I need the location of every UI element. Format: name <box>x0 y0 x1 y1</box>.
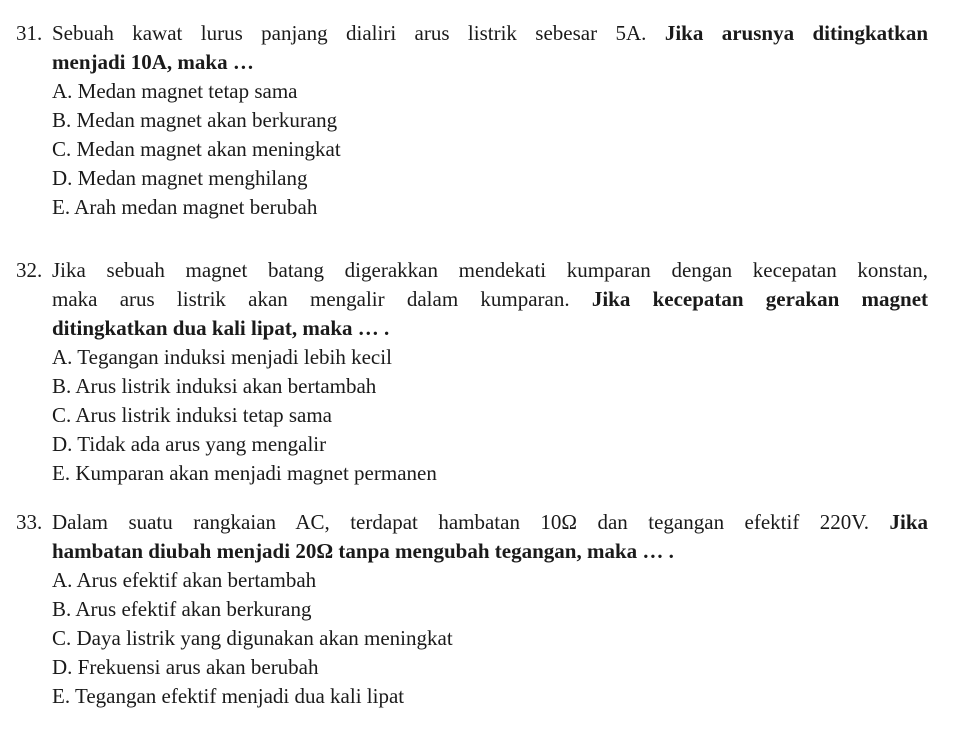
question-text-bold: Jika arusnya ditingkatkan <box>664 21 928 45</box>
question-32-option-c <box>16 401 928 430</box>
option-letter: E. <box>52 461 71 485</box>
option-letter: B. <box>52 108 72 132</box>
question-text-bold: ditingkatkan dua kali lipat, maka … . <box>52 316 390 340</box>
option-letter: C. <box>52 403 72 427</box>
option-text: Medan magnet akan meningkat <box>76 137 341 161</box>
question-31 <box>16 19 928 222</box>
question-33-line-2 <box>16 537 928 566</box>
option-text: Tegangan efektif menjadi dua kali lipat <box>74 684 405 708</box>
question-33-line-1 <box>16 508 928 537</box>
question-text-normal: Jika sebuah magnet batang digerakkan mendekati kumparan dengan kecepatan konstan, <box>52 258 928 282</box>
option-text: Medan magnet akan berkurang <box>76 108 338 132</box>
question-31-option-e <box>16 193 928 222</box>
question-text-bold: hambatan diubah menjadi 20Ω tanpa mengubah tegangan, maka … . <box>52 539 674 563</box>
question-33-option-e <box>16 682 928 711</box>
option-letter: A. <box>52 345 73 369</box>
option-letter: D. <box>52 166 73 190</box>
option-text: Arus efektif akan bertambah <box>76 568 317 592</box>
question-33-option-d <box>16 653 928 682</box>
option-letter: B. <box>52 597 72 621</box>
question-33-option-b <box>16 595 928 624</box>
question-33-option-a <box>16 566 928 595</box>
question-text-bold: Jika <box>889 510 928 534</box>
question-33-option-c <box>16 624 928 653</box>
option-letter: B. <box>52 374 72 398</box>
option-text: Medan magnet menghilang <box>77 166 308 190</box>
option-letter: A. <box>52 79 73 103</box>
question-32-option-d <box>16 430 928 459</box>
question-number: 32. <box>16 258 43 282</box>
option-text: Arus efektif akan berkurang <box>75 597 312 621</box>
question-32-line-2 <box>16 285 928 314</box>
option-letter: A. <box>52 568 73 592</box>
option-text: Arus listrik induksi akan bertambah <box>75 374 377 398</box>
question-31-line-1 <box>16 19 928 48</box>
question-31-line-2 <box>16 48 928 77</box>
question-text <box>52 19 928 48</box>
question-32-line-3 <box>16 314 928 343</box>
question-text <box>52 256 928 285</box>
question-32-line-1 <box>16 256 928 285</box>
question-31-option-b <box>16 106 928 135</box>
question-text-bold: Jika kecepatan gerakan magnet <box>591 287 928 311</box>
question-number: 33. <box>16 510 43 534</box>
question-text-bold: menjadi 10A, maka … <box>52 50 254 74</box>
question-32-option-b <box>16 372 928 401</box>
question-33 <box>16 508 928 711</box>
option-text: Tegangan induksi menjadi lebih kecil <box>77 345 392 369</box>
question-text <box>52 508 928 537</box>
question-31-option-c <box>16 135 928 164</box>
option-letter: C. <box>52 137 72 161</box>
question-text-normal: Sebuah kawat lurus panjang dialiri arus listrik sebesar 5A. <box>52 21 665 45</box>
question-32-option-e <box>16 459 928 488</box>
option-text: Tidak ada arus yang mengalir <box>77 432 327 456</box>
option-letter: D. <box>52 655 73 679</box>
question-31-option-d <box>16 164 928 193</box>
option-letter: E. <box>52 195 71 219</box>
question-32-option-a <box>16 343 928 372</box>
option-text: Kumparan akan menjadi magnet permanen <box>75 461 437 485</box>
question-number: 31. <box>16 21 43 45</box>
question-text-normal: Dalam suatu rangkaian AC, terdapat hambatan 10Ω dan tegangan efektif 220V. <box>52 510 890 534</box>
option-text: Arus listrik induksi tetap sama <box>75 403 332 427</box>
option-text: Medan magnet tetap sama <box>77 79 298 103</box>
question-31-option-a <box>16 77 928 106</box>
option-letter: C. <box>52 626 72 650</box>
option-letter: E. <box>52 684 71 708</box>
question-32 <box>16 256 928 488</box>
option-letter: D. <box>52 432 73 456</box>
option-text: Frekuensi arus akan berubah <box>77 655 319 679</box>
option-text: Arah medan magnet berubah <box>74 195 318 219</box>
question-text-normal: maka arus listrik akan mengalir dalam kumparan. <box>52 287 592 311</box>
option-text: Daya listrik yang digunakan akan meningkat <box>76 626 453 650</box>
